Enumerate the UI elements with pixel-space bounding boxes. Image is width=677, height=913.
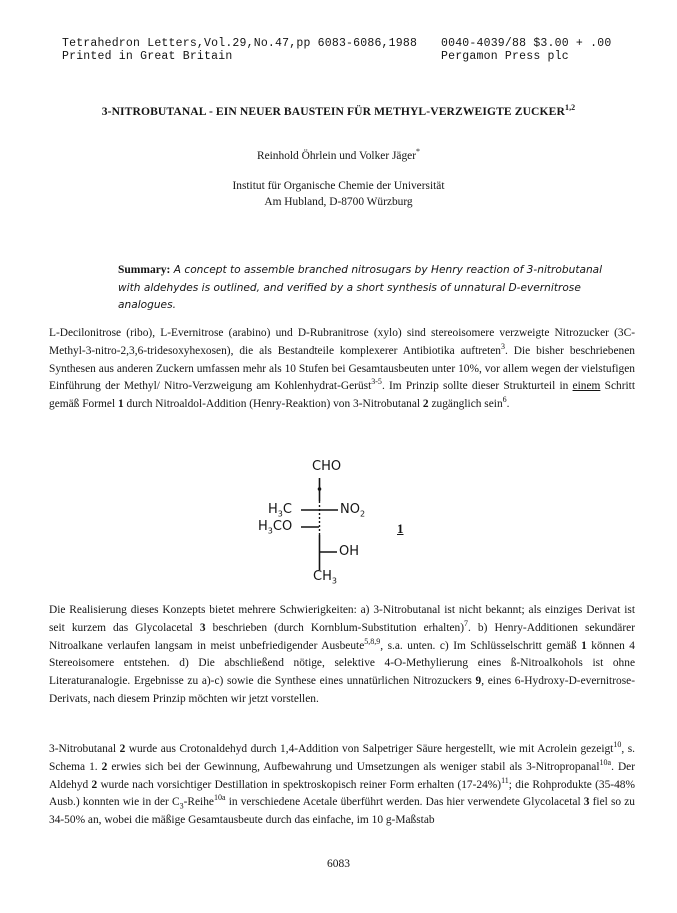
underlined-word: einem [572,380,601,393]
text-run: , eines 6-Hydroxy-D-evernitrose-Derivats, nach diesem Prinzip möchten wir jetzt vorstellen. [49,675,635,705]
article-title [0,105,677,118]
text-run: Schritt gemäß Formel [49,380,635,411]
text-run: . [506,398,510,411]
paragraph-intro [49,325,635,414]
chem-symbol: CO [272,519,293,534]
compound-reference: 2 [422,398,429,411]
summary-label: Summary: [118,264,171,276]
formula-h3co [258,519,292,534]
text-run: ; die Rohprodukte (35-48% Ausb.) konnten wie in der C [49,778,635,809]
text-run: durch Nitroaldol-Addition (Henry-Reaktion) von 3-Nitrobutanal [123,398,423,411]
reference-mark: 6 [502,395,507,405]
text-run: . Im Prinzip sollte dieser Strukturteil in [381,380,573,393]
text-run: wurde aus Crotonaldehyd durch 1,4-Addition von Salpetriger Säure hergestellt, wie mit Acrolein gezeigt [125,743,614,755]
affiliation-line-2: Am Hubland, D-8700 Würzburg [264,196,413,208]
paragraph-difficulties [49,602,635,709]
page-number: 6083 [327,858,350,870]
chem-symbol: H [268,502,278,517]
compound-reference: 2 [91,778,98,791]
compound-reference: 3 [583,796,590,809]
chem-subscript: 3 [331,576,337,586]
text-run: zugänglich sein [428,398,503,411]
text-run: wurde nach vorsichtiger Destillation in spektroskopisch reiner Form erhalten (17-24%) [97,778,502,791]
text-run: 3-Nitrobutanal [49,743,120,755]
chem-symbol: CH [313,569,332,584]
compound-reference: 2 [119,743,126,755]
text-run: fiel so zu 34-50% an, wobei die mäßige Gesamtausbeute durch das einfache, im 10 g-Maßstab [49,796,636,827]
summary-text: A concept to assemble branched nitrosugars by Henry reaction of 3-nitrobutanal with aldehydes is outlined, and verified by a short synthesis of unnatural D-evernitrose analogues. [118,264,603,312]
reference-mark: 11 [501,775,509,785]
text-run: -Reihe [183,796,214,809]
chem-symbol: NO [340,502,360,517]
text-run: , s. Schema 1. [49,743,635,773]
compound-reference: 2 [101,760,108,773]
formula-1 [240,455,440,595]
printed-in: Printed in Great Britain [62,50,233,63]
text-run: können 4 Stereoisomere entstehen. d) Die abschließend nötige, selektive 4-O-Methylierung eines ß-Nitroalkohols ist ohne Literaturanalogie. Ergebnisse zu a)-c) sowie die Synthese eines unnatürlichen Nitrozuckers [49,639,635,688]
text-run: , s.a. unten. c) Im Schlüsselschritt gemäß [380,639,582,652]
price-code: 0040-4039/88 $3.00 + .00 [441,37,612,50]
text-run: . Die bisher beschriebenen Synthesen aus anderen Zuckern umfassen mehr als 10 Stufen bei Gesamtausbeuten unter 10%, vor allem wegen der vielstufigen Einführung der Methyl/ Nitro-Verzweigung am Kohlenhydrat-Gerüst [49,344,635,393]
formula-number: 1 [397,521,404,536]
title-footnote-ref: 1,2 [564,103,576,113]
text-run: . b) Henry-Additionen sekundärer Nitroalkane verlaufen langsam in meist unbefriedigender Ausbeute [49,621,635,652]
publisher: Pergamon Press plc [441,50,569,63]
chem-subscript: 2 [359,509,366,519]
reference-mark: 3 [501,342,505,351]
chem-subscript: 3 [267,526,273,536]
reference-mark: 10a [213,793,226,803]
chem-subscript: 3 [277,509,283,519]
formula-ch3 [313,569,337,584]
formula-reference: 1 [117,398,124,411]
corresponding-author-mark: * [416,147,421,157]
reference-mark: 10a [599,758,612,767]
formula-reference: 1 [581,639,587,652]
formula-oh: OH [339,544,360,559]
chem-symbol: C [282,502,292,517]
formula-cho: CHO [312,459,342,474]
text-run: . Der Aldehyd [49,760,636,791]
journal-reference: Tetrahedron Letters,Vol.29,No.47,pp 6083-6086,1988 [62,37,418,50]
reference-mark: 10 [613,740,622,750]
paragraph-synthesis [49,741,635,830]
chem-symbol: H [258,519,268,534]
text-run: Die Realisierung dieses Konzepts bietet mehrere Schwierigkeiten: a) 3-Nitrobutanal ist nicht bekannt; als einziges Derivat ist seit kurzem das Glycolacetal [49,604,635,634]
compound-reference: 3 [199,621,206,634]
formula-no2 [340,502,365,517]
authors [0,147,677,162]
reference-mark: 5,8,9 [364,636,381,646]
author-names: Reinhold Öhrlein und Volker Jäger [256,150,417,162]
reference-mark: 3-5 [371,377,382,387]
text-run: L-Decilonitrose (ribo), L-Evernitrose (arabino) und D-Rubranitrose (xylo) sind stereoisomere verzweigte Nitrozucker (3C-Methyl-3-nitro-2,3,6-tridesoxyhexosen), die als Bestandteile komplexerer Antibiotika auftreten [49,327,635,357]
formula-h3c [268,502,292,517]
title-text: 3-NITROBUTANAL - EIN NEUER BAUSTEIN FÜR METHYL-VERZWEIGTE ZUCKER [101,105,565,118]
affiliation-line-1: Institut für Organische Chemie der Universität [232,180,445,192]
chem-subscript: 3 [179,801,184,811]
text-run: erwies sich bei der Gewinnung, Aufbewahrung und Umsetzungen als weniger stabil als 3-Nitropropanal [107,760,600,773]
compound-reference: 9 [475,675,482,688]
text-run: beschrieben (durch Kornblum-Substitution erhalten) [205,621,465,634]
summary [118,262,608,315]
reference-mark: 7 [464,619,469,628]
text-run: in verschiedene Acetale überführt werden. Das hier verwendete Glycolacetal [225,796,584,809]
